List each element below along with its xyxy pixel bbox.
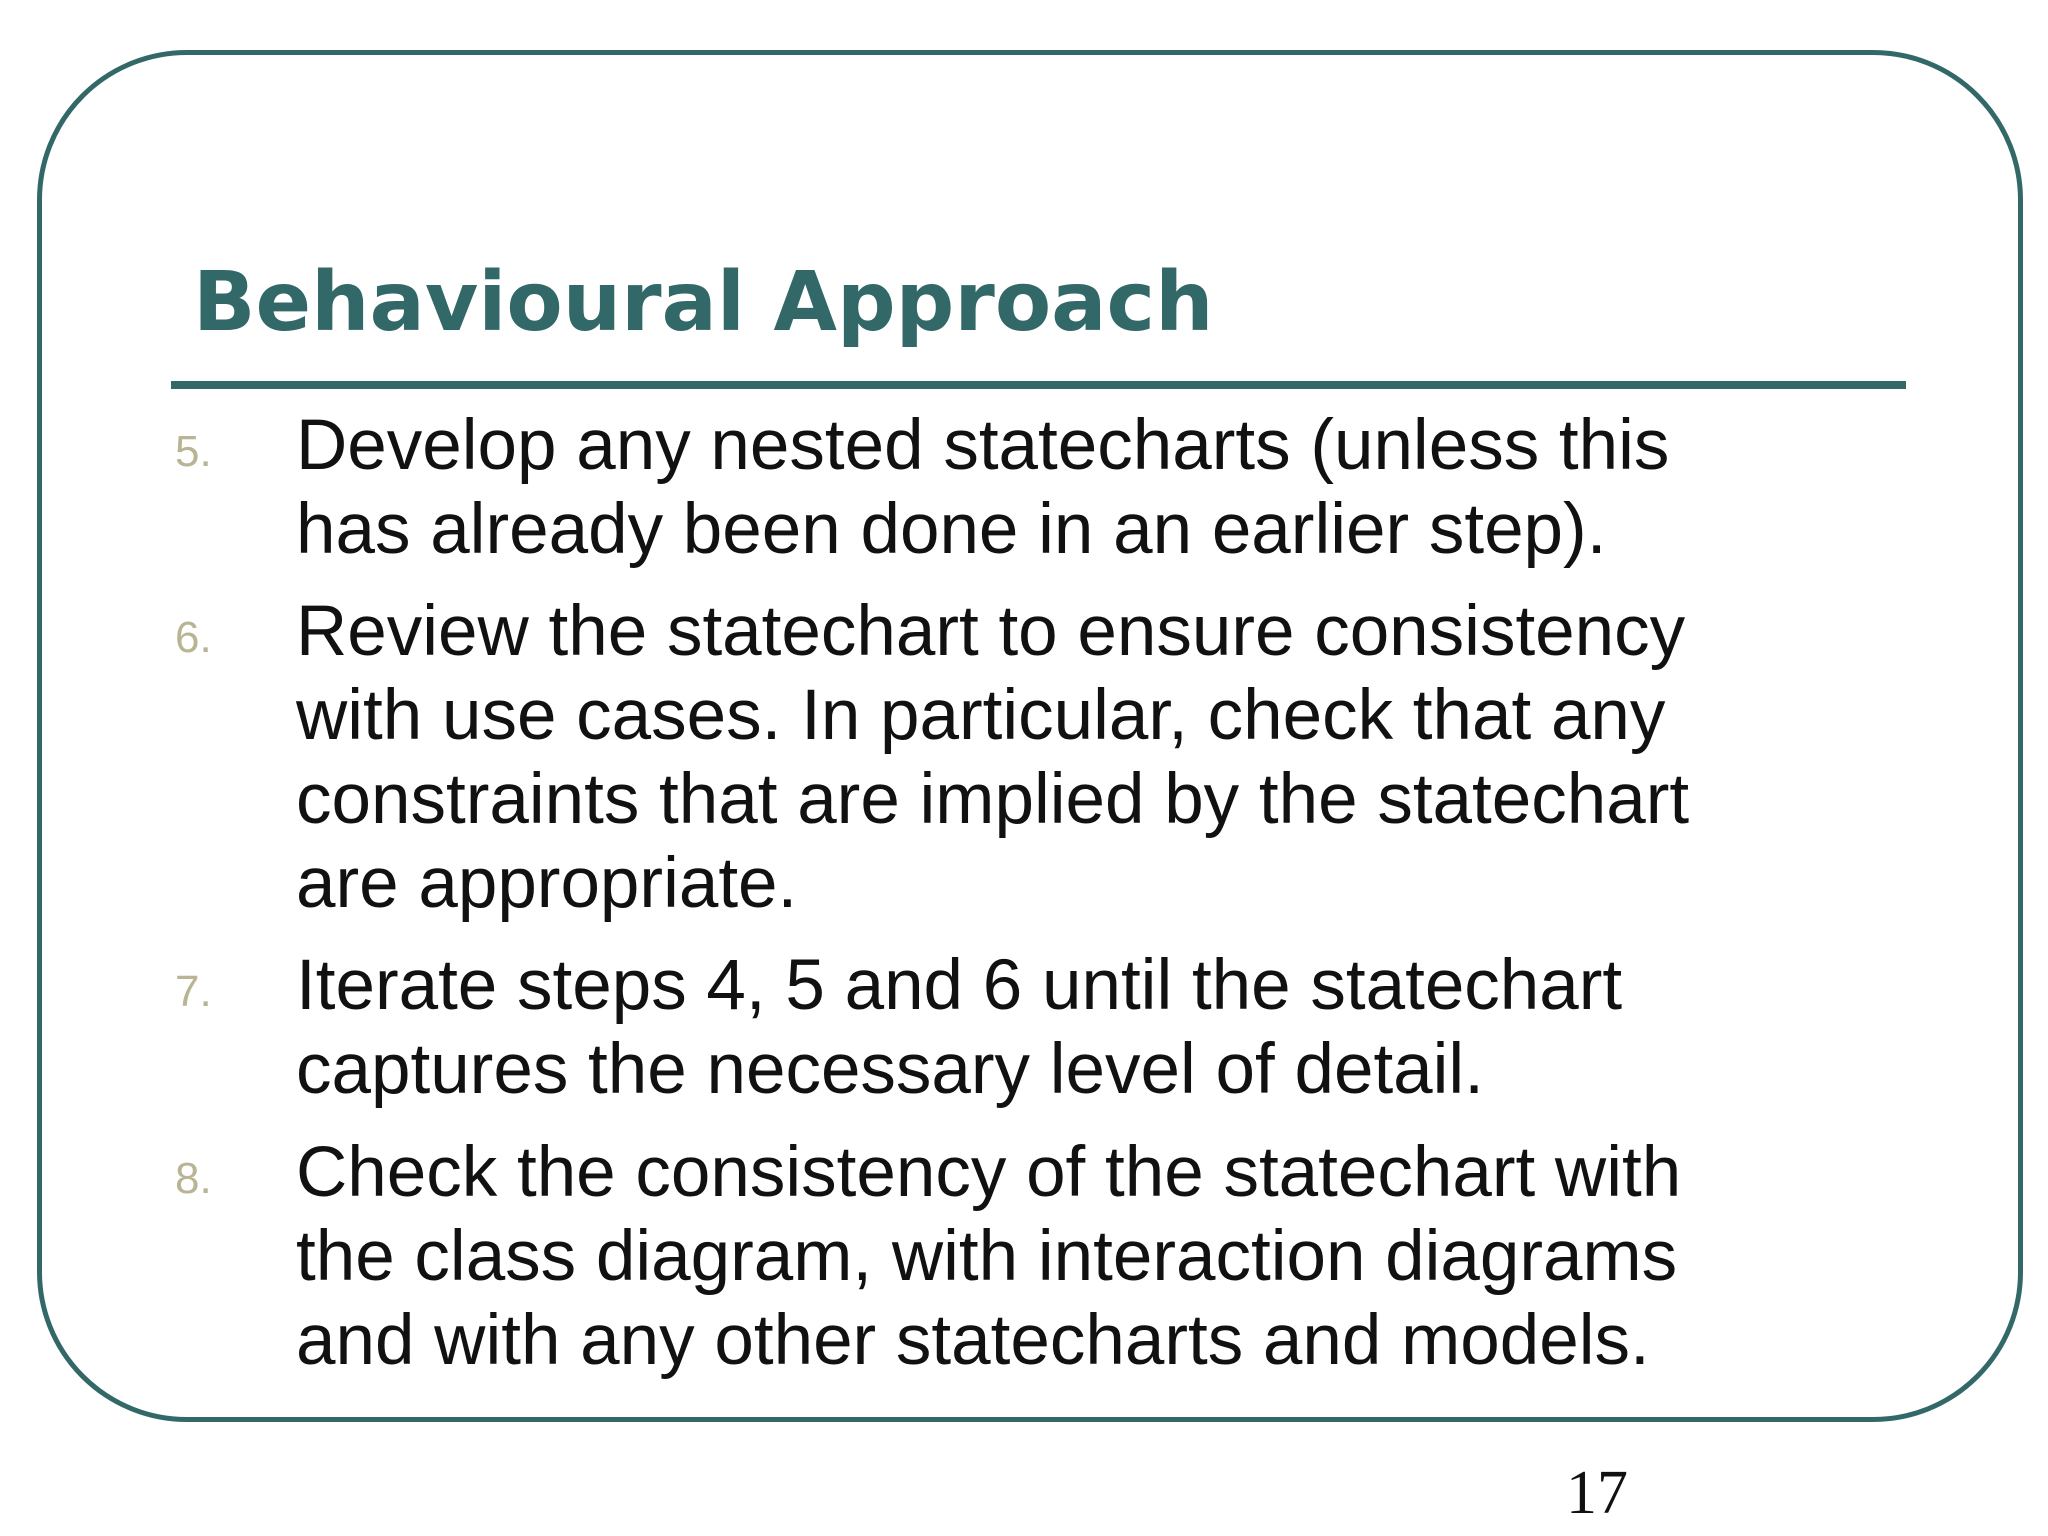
list-item-text bbox=[296, 590, 1856, 926]
text-line: Check the consistency of the statechart with bbox=[296, 1133, 1682, 1212]
title-underline bbox=[171, 381, 1906, 389]
slide-title: Behavioural Approach bbox=[193, 255, 1214, 350]
list-item-text bbox=[296, 944, 1856, 1112]
list-number: 6. bbox=[175, 613, 212, 662]
text-line: Iterate steps 4, 5 and 6 until the statechart bbox=[296, 946, 1623, 1025]
list-number: 7. bbox=[175, 967, 212, 1016]
list-item-text bbox=[296, 404, 1856, 572]
text-line: Develop any nested statecharts (unless this bbox=[296, 406, 1670, 485]
list-number: 8. bbox=[175, 1154, 212, 1203]
text-line: constraints that are implied by the statechart bbox=[296, 760, 1690, 839]
text-line: and with any other statecharts and models. bbox=[296, 1301, 1650, 1380]
list-number: 5. bbox=[175, 427, 212, 476]
text-line: has already been done in an earlier step). bbox=[296, 490, 1607, 569]
text-line: the class diagram, with interaction diagrams bbox=[296, 1217, 1678, 1296]
list-item-text bbox=[296, 1131, 1856, 1383]
text-line: Review the statechart to ensure consistency bbox=[296, 592, 1686, 671]
text-line: with use cases. In particular, check that any bbox=[296, 676, 1666, 755]
text-line: are appropriate. bbox=[296, 844, 798, 923]
text-line: captures the necessary level of detail. bbox=[296, 1030, 1484, 1109]
page-number: 17 bbox=[1566, 1459, 1628, 1527]
